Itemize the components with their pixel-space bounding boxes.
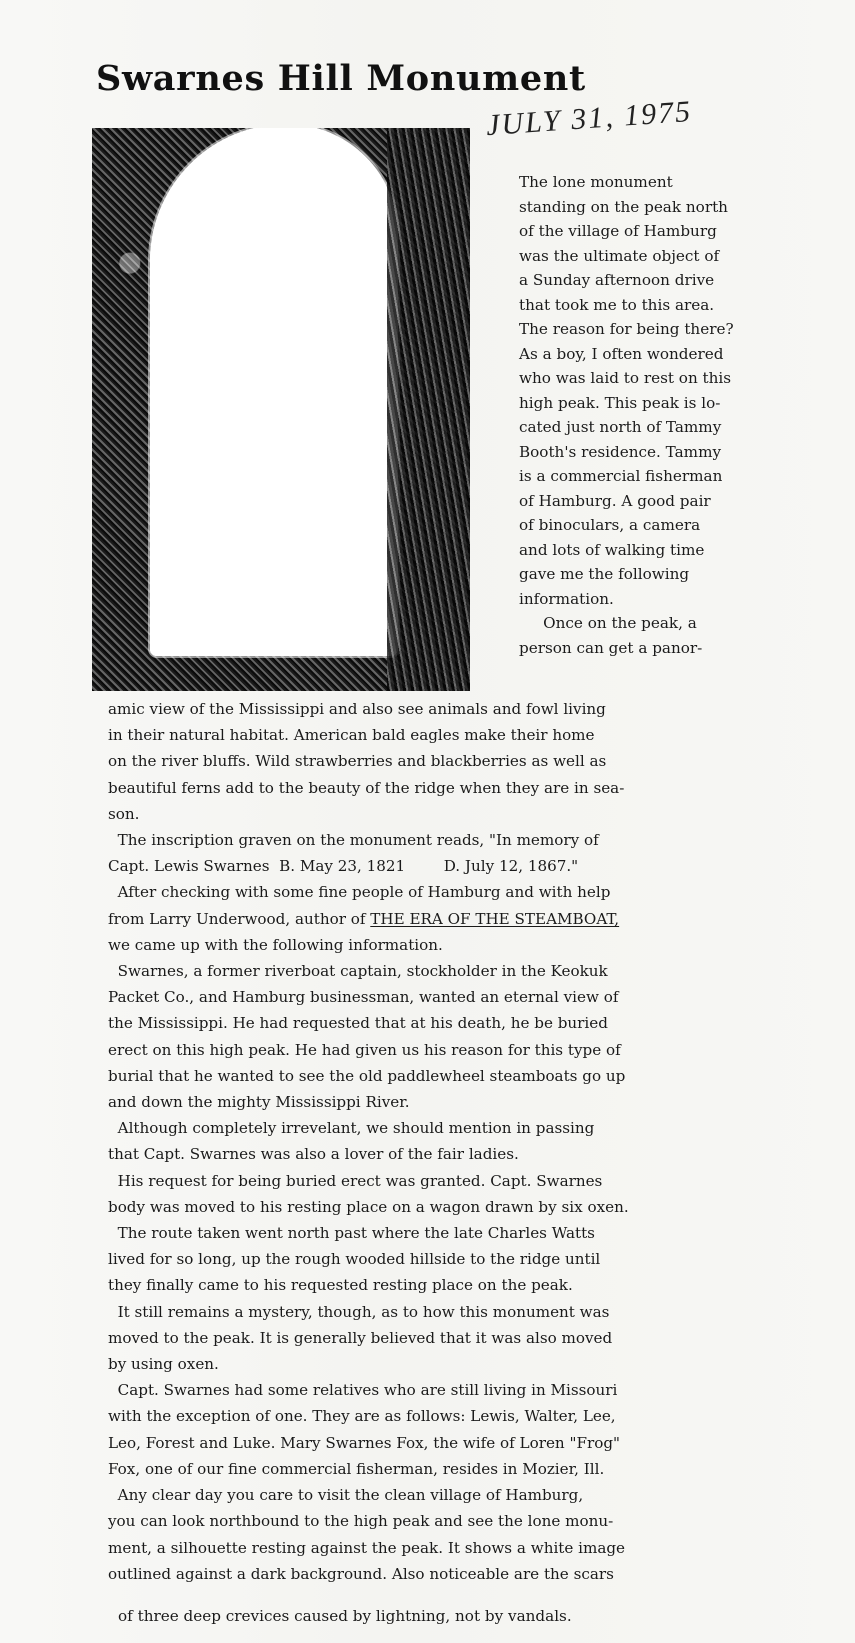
article-column-text: The lone monument standing on the peak north of the village of Hamburg was the ultimate object of a Sunday afternoon drive that took me to this area. The reason for being there? As a boy, I often wondered who was laid to rest on this high peak. This peak is lo- cated just north of Tammy Booth's residence. Tammy is a commercial fisherman of Hamburg. A good pair of binoculars, a camera and lots of walking time gave me the following information. Once on the peak, a person can get a panor- (519, 173, 734, 657)
monument-base (166, 610, 393, 650)
article-final-line: of three deep crevices caused by lightning, not by vandals. (118, 1607, 572, 1625)
photo-shadow (387, 128, 470, 691)
monument-silhouette (150, 128, 398, 656)
book-title: THE ERA OF THE STEAMBOAT, (370, 909, 620, 928)
article-body-text (108, 696, 834, 1587)
handwritten-date: JULY 31, 1975 (485, 94, 694, 143)
body-after-title: we came up with the following information. Swarnes, a former riverboat captain, stockholder in the Keokuk Packet Co., and Hamburg businessman, wanted an eternal view of the Mississippi. He had requested that at his death, he be buried erect on this high peak. He had given us his reason for this type of burial that he wanted to see the old paddlewheel steamboats go up and down the mighty Mississippi River. Although completely irrevelant, we should mention in passing that Capt. Swarnes was also a lover of the fair ladies. His request for being buried erect was granted. Capt. Swarnes body was moved to his resting place on a wagon drawn by six oxen. The route taken went north past where the late Charles Watts lived for so long, up the rough wooded hillside to the ridge until they finally came to his requested resting place on the peak. It still remains a mystery, though, as to how this monument was moved to the peak. It is generally believed that it was also moved by using oxen. Capt. Swarnes had some relatives who are still living in Missouri with the exception of one. They are as follows: Lewis, Walter, Lee, Leo, Forest and Luke. Mary Swarnes Fox, the wife of Loren "Frog" Fox, one of our fine commercial fisherman, resides in Mozier, Ill. Any clear day you care to visit the clean village of Hamburg, you can look northbound to the high peak and see the lone monu- ment, a silhouette resting against the peak. It shows a white image outlined against a dark background. Also noticeable are the scars (108, 935, 629, 1583)
body-before-title: amic view of the Mississippi and also see animals and fowl living in their natural habitat. American bald eagles make their home on the river bluffs. Wild strawberries and blackberries as well as beautiful ferns add to the beauty of the ridge when they are in sea- son. The inscription graven on the monument reads, "In memory of Capt. Lewis Swarnes B. May 23, 1821 D. July 12, 1867." After checking with some fine people of Hamburg and with help from Larry Underwood, author of (108, 700, 625, 928)
article-title: Swarnes Hill Monument (96, 58, 586, 99)
monument-photo (92, 128, 470, 691)
